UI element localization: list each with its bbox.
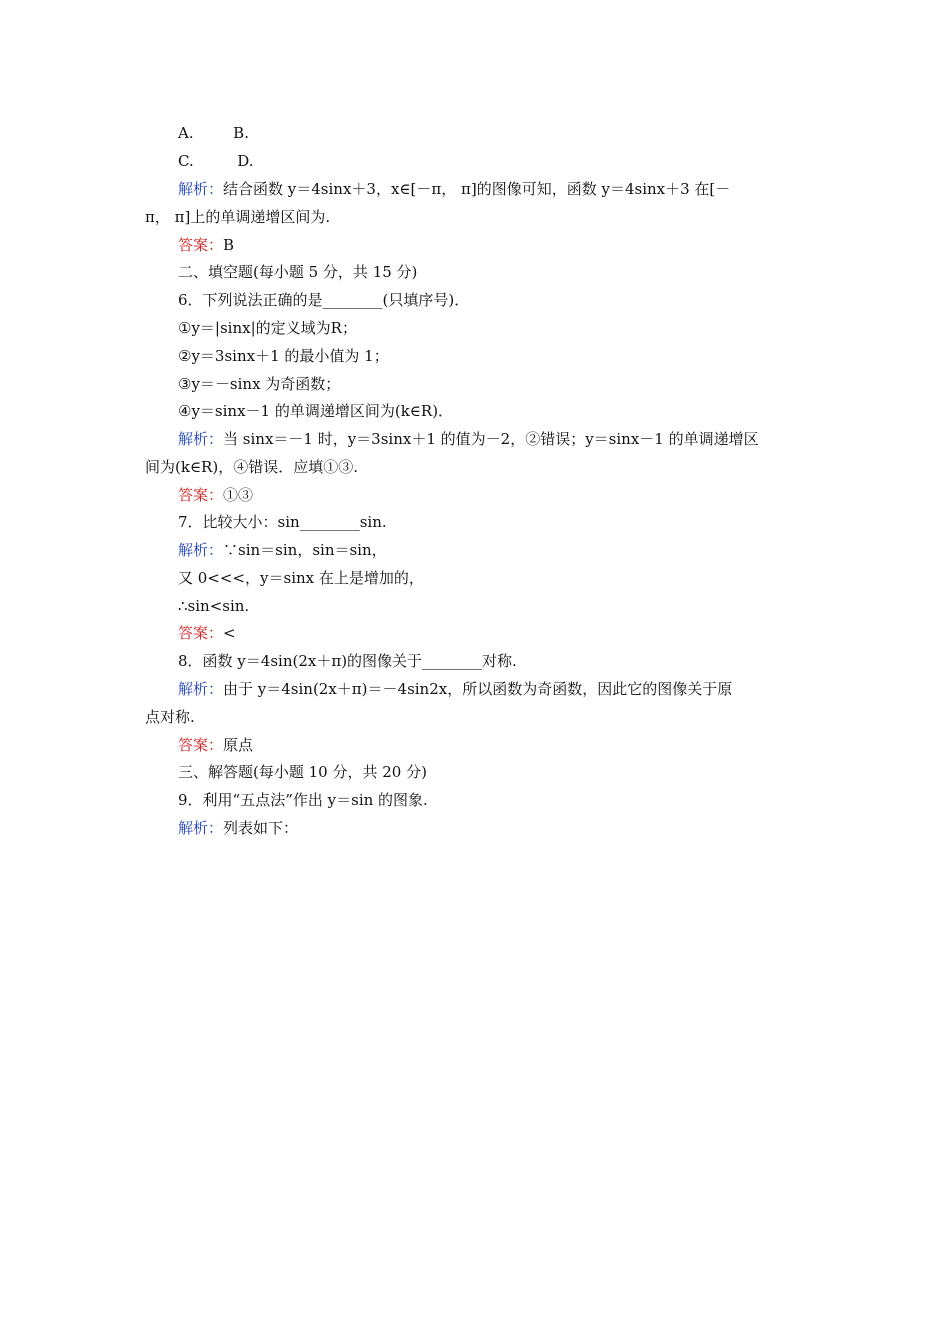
option-row-cd (178, 151, 810, 171)
q7-analysis-line-2: 又 0<<<，y＝sinx 在上是增加的， (178, 569, 424, 587)
analysis-label: 解析： (178, 180, 224, 198)
q6-answer (178, 485, 810, 505)
analysis-label: 解析： (178, 541, 224, 559)
q6-statement-4: ④y＝sinx－1 的单调递增区间为(k∈R)． (178, 402, 454, 420)
q5-answer (178, 235, 810, 255)
q6-statement-2: ②y＝3sinx＋1 的最小值为 1； (178, 347, 389, 365)
answer-text: B (223, 236, 235, 254)
q5-analysis-line-2: π， π]上的单调递增区间为. (145, 208, 331, 226)
q7-stem: 7．比较大小：sin________sin. (178, 513, 387, 531)
answer-label: 答案： (178, 736, 224, 754)
answer-label: 答案： (178, 624, 224, 642)
q8-analysis-line-2: 点对称. (145, 708, 195, 726)
analysis-label: 解析： (178, 819, 224, 837)
answer-label: 答案： (178, 236, 224, 254)
option-a: A. (178, 124, 194, 142)
q5-analysis-line-1 (178, 179, 810, 199)
q6-statement-1: ①y＝|sinx|的定义域为R； (178, 319, 357, 337)
option-row-ab (178, 123, 810, 143)
answer-text: ①③ (223, 486, 254, 504)
q7-analysis-line-1 (178, 540, 810, 560)
q6-analysis-line-2: 间为(k∈R)，④错误．应填①③. (145, 458, 358, 476)
analysis-text: 当 sinx＝－1 时，y＝3sinx＋1 的值为－2，②错误；y＝sinx－1 的单调递增区 (223, 430, 759, 448)
answer-text: 原点 (223, 736, 254, 754)
analysis-text: 结合函数 y＝4sinx＋3，x∈[－π， π]的图像可知，函数 y＝4sinx＋3 在[－ (223, 180, 731, 198)
analysis-label: 解析： (178, 430, 224, 448)
q8-answer (178, 735, 810, 755)
q8-analysis-line-1 (178, 679, 810, 699)
section-heading-solutions: 三、解答题(每小题 10 分，共 20 分) (178, 763, 427, 781)
option-c: C. (178, 152, 194, 170)
q6-analysis-line-1 (178, 429, 810, 449)
q6-statement-3: ③y＝－sinx 为奇函数； (178, 375, 341, 393)
analysis-text: 列表如下： (223, 819, 299, 837)
option-d: D. (237, 152, 254, 170)
analysis-label: 解析： (178, 680, 224, 698)
answer-text: < (223, 624, 236, 642)
option-b: B. (233, 124, 249, 142)
q9-analysis (178, 818, 810, 838)
section-heading-fill-blank: 二、填空题(每小题 5 分，共 15 分) (178, 263, 418, 281)
q8-stem: 8．函数 y＝4sin(2x＋π)的图像关于________对称. (178, 652, 517, 670)
answer-label: 答案： (178, 486, 224, 504)
q9-stem: 9．利用“五点法”作出 y＝sin 的图象. (178, 791, 428, 809)
q7-analysis-line-3: ∴sin<sin. (178, 597, 250, 615)
q6-stem: 6．下列说法正确的是________(只填序号)． (178, 291, 470, 309)
q7-answer (178, 623, 810, 643)
analysis-text: 由于 y＝4sin(2x＋π)＝－4sin2x，所以函数为奇函数，因此它的图像关于原 (223, 680, 733, 698)
analysis-text: ∵sin＝sin，sin＝sin， (223, 541, 387, 559)
